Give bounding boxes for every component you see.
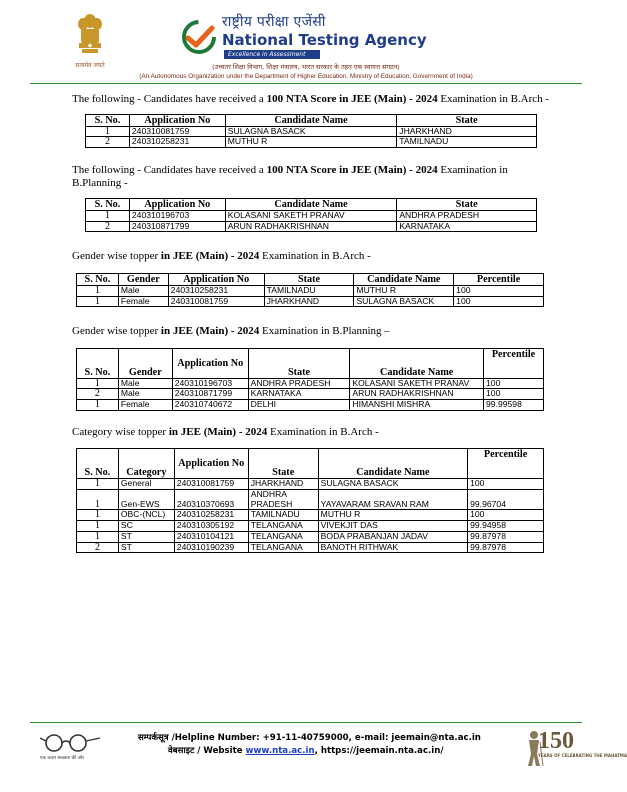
col-application-no: Application No xyxy=(168,273,264,285)
section2-intro: The following - Candidates have received a 100 NTA Score in JEE (Main) - 2024 Examination in B.Planning - xyxy=(72,163,508,190)
table-row: 1 240310081759 SULAGNA BASACK JHARKHAND xyxy=(86,126,537,137)
col-sno: S. No. xyxy=(86,198,130,210)
emblem-caption: सत्यमेव जयते xyxy=(75,62,105,69)
col-candidate-name: Candidate Name xyxy=(350,348,484,378)
website-info: वेबसाइट / Website www.nta.ac.in, https://jeemain.nta.ac.in/ xyxy=(168,746,444,756)
150-years-badge xyxy=(524,726,627,770)
table-row: 1 ST 240310104121 TELANGANA BODA PRABANJAN JADAV 99.87978 xyxy=(77,531,544,542)
col-sno: S. No. xyxy=(86,114,130,126)
col-percentile: Percentile xyxy=(468,449,544,479)
table-row: 1 General 240310081759 JHARKHAND SULAGNA BASACK 100 xyxy=(77,479,544,490)
state-emblem-icon xyxy=(75,12,105,60)
col-state: State xyxy=(248,348,350,378)
table-row: 1 Male 240310258231 TAMILNADU MUTHU R 100 xyxy=(77,285,544,296)
bplanning-gender-topper-table xyxy=(76,348,544,411)
col-category: Category xyxy=(118,449,174,479)
table-row: 1 Female 240310081759 JHARKHAND SULAGNA BASACK 100 xyxy=(77,296,544,307)
table-row: 1 Female 240310740672 DELHI HIMANSHI MISHRA 99.99598 xyxy=(77,400,544,411)
table-header-row xyxy=(77,449,544,479)
col-application-no: Application No xyxy=(129,114,225,126)
col-gender: Gender xyxy=(118,273,168,285)
table-row: 2 ST 240310190239 TELANGANA BANOTH RITHWAK 99.87978 xyxy=(77,542,544,553)
col-application-no: Application No xyxy=(129,198,225,210)
nta-hindi-title: राष्ट्रीय परीक्षा एजेंसी xyxy=(222,14,326,30)
table-row: 1 Male 240310196703 ANDHRA PRADESH KOLASANI SAKETH PRANAV 100 xyxy=(77,378,544,389)
table-row: 1 OBC-(NCL) 240310258231 TAMILNADU MUTHU R 100 xyxy=(77,510,544,521)
nta-tagline: Excellence in Assessment xyxy=(224,50,320,59)
badge-number: 150 xyxy=(538,728,574,754)
bplanning-100-score-table xyxy=(85,198,537,232)
col-gender: Gender xyxy=(118,348,172,378)
table-row: 2 Male 240310871799 KARNATAKA ARUN RADHAKRISHNAN 100 xyxy=(77,389,544,400)
swachh-bharat-glasses-icon xyxy=(38,732,102,754)
barch-gender-topper-table xyxy=(76,273,544,307)
table-row: 1 240310196703 KOLASANI SAKETH PRANAV ANDHRA PRADESH xyxy=(86,210,537,221)
table-header-row xyxy=(86,114,537,126)
col-candidate-name: Candidate Name xyxy=(225,198,397,210)
col-candidate-name: Candidate Name xyxy=(318,449,467,479)
header-divider xyxy=(30,83,582,84)
table-row: 2 240310258231 MUTHU R TAMILNADU xyxy=(86,137,537,148)
table-row: 2 240310871799 ARUN RADHAKRISHNAN KARNATAKA xyxy=(86,221,537,232)
nta-logo-icon xyxy=(180,20,218,54)
col-state: State xyxy=(264,273,354,285)
english-subtitle: (An Autonomous Organization under the Department of Higher Education, Ministry of Education, Government of India) xyxy=(139,73,473,80)
col-state: State xyxy=(397,198,537,210)
helpline-info: सम्पर्कसूत्र /Helpline Number: +91-11-40759000, e-mail: jeemain@nta.ac.in xyxy=(138,733,481,743)
col-application-no: Application No xyxy=(172,348,248,378)
nta-english-title: National Testing Agency xyxy=(222,31,427,49)
table-row: 1 SC 240310305192 TELANGANA VIVEKJIT DAS 99.94958 xyxy=(77,521,544,532)
barch-category-topper-table xyxy=(76,448,544,553)
col-percentile: Percentile xyxy=(454,273,544,285)
col-application-no: Application No xyxy=(174,449,248,479)
col-candidate-name: Candidate Name xyxy=(225,114,397,126)
col-sno: S. No. xyxy=(77,348,119,378)
col-percentile: Percentile xyxy=(484,348,544,378)
swachh-caption: एक कदम स्वच्छता की ओर xyxy=(40,756,85,761)
barch-100-score-table xyxy=(85,114,537,148)
section1-intro: The following - Candidates have received a 100 NTA Score in JEE (Main) - 2024 Examination in B.Arch - xyxy=(72,93,550,105)
section3-intro: Gender wise topper in JEE (Main) - 2024 Examination in B.Arch - xyxy=(72,250,371,263)
footer-divider xyxy=(30,722,582,723)
hindi-subtitle: (उच्चतर शिक्षा विभाग, शिक्षा मंत्रालय, भारत सरकार के तहत एक स्वायत्त संगठन) xyxy=(212,63,400,71)
col-sno: S. No. xyxy=(77,273,119,285)
table-header-row xyxy=(77,273,544,285)
section5-intro: Category wise topper in JEE (Main) - 2024 Examination in B.Arch - xyxy=(72,425,379,438)
page-header xyxy=(0,0,612,88)
table-header-row xyxy=(86,198,537,210)
col-sno: S. No. xyxy=(77,449,119,479)
table-row: 1 Gen-EWS 240310370693 ANDHRA PRADESH YAYAVARAM SRAVAN RAM 99.96704 xyxy=(77,490,544,510)
col-state: State xyxy=(248,449,318,479)
badge-text: YEARS OF CELEBRATING THE MAHATMA xyxy=(538,753,627,758)
col-state: State xyxy=(397,114,537,126)
table-header-row xyxy=(77,348,544,378)
nta-website-link[interactable]: www.nta.ac.in xyxy=(245,746,315,756)
document-body xyxy=(72,92,552,553)
section4-intro: Gender wise topper in JEE (Main) - 2024 Examination in B.Planning – xyxy=(72,325,390,338)
col-candidate-name: Candidate Name xyxy=(354,273,454,285)
